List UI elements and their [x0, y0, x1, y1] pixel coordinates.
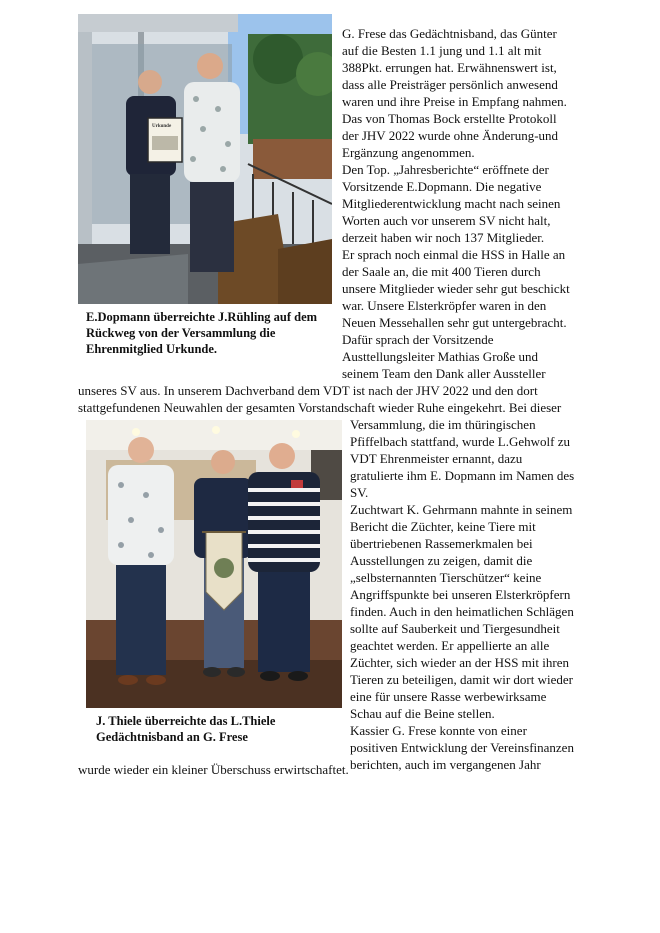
text-line: seinem Team den Dank aller Aussteller — [342, 366, 546, 381]
text-line: Züchter, sich wieder an der HSS mit ihren — [350, 655, 569, 670]
text-line: finden. Auch in den heimatlichen Schlägen — [350, 604, 574, 619]
article-full-width-top — [78, 382, 561, 416]
text-line: unseres SV aus. In unserem Dachverband dem VDT ist nach der JHV 2022 und den dort — [78, 383, 538, 398]
text-line: der JHV 2022 wurde ohne Änderung-und — [342, 128, 559, 143]
text-line: Das von Thomas Bock erstellte Protokoll — [342, 111, 557, 126]
text-line: auf die Besten 1.1 jung und 1.1 alt mit — [342, 43, 542, 58]
text-line: war. Unsere Elsterkröpfer waren in den — [342, 298, 547, 313]
text-line: derzeit haben wir noch 137 Mitglieder. — [342, 230, 545, 245]
text-line: unsere Mitglieder wieder sehr gut beschickt — [342, 281, 570, 296]
text-line: Ausstellungen zu zeigen, damit die — [350, 553, 533, 568]
text-line: „selbsternannten Tierschützer“ keine — [350, 570, 542, 585]
text-line: eine für unsere Rasse werbewirksame — [350, 689, 547, 704]
text-line: Ergänzung angenommen. — [342, 145, 475, 160]
text-line: waren und ihre Preise in Empfang nahmen. — [342, 94, 567, 109]
caption-line: J. Thiele überreichte das L.Thiele — [96, 714, 276, 728]
caption-line: E.Dopmann überreichte J.Rühling auf dem — [86, 310, 318, 324]
caption-line: Gedächtnisband an G. Frese — [96, 730, 248, 744]
text-line: Versammlung, die im thüringischen — [350, 417, 536, 432]
text-line: Vorsitzende E.Dopmann. Die negative — [342, 179, 542, 194]
text-line: Pfiffelbach stattfand, wurde L.Gehwolf zu — [350, 434, 570, 449]
article-full-width-bottom — [78, 761, 349, 778]
text-line: Worten auch vor unserem SV nicht halt, — [342, 213, 551, 228]
article-column-bottom — [350, 416, 574, 773]
photo-caption — [96, 713, 275, 745]
text-line: Den Top. „Jahresberichte“ eröffnete der — [342, 162, 549, 177]
photo-certificate-handover — [78, 14, 332, 304]
text-line: VDT Ehrenmeister ernannt, dazu — [350, 451, 523, 466]
photo-pennant-handover — [86, 420, 342, 708]
article-column-top — [342, 25, 570, 382]
text-line: Dafür sprach der Vorsitzende — [342, 332, 494, 347]
text-line: berichten, auch im vergangenen Jahr — [350, 757, 541, 772]
text-line: Neuen Messehallen sehr gut untergebracht. — [342, 315, 567, 330]
text-line: stattgefundenen Neuwahlen der gesamten Vorstandschaft wieder Ruhe eingekehrt. Bei dieser — [78, 400, 562, 415]
text-line: gratulierte ihm E. Dopmann im Namen des — [350, 468, 575, 483]
text-line: sollte auf Sauberkeit und Tiergesundheit — [350, 621, 560, 636]
text-line: Zuchtwart K. Gehrmann mahnte in seinem — [350, 502, 573, 517]
text-line: Tieren zu beteiligen, damit wir dort wieder — [350, 672, 573, 687]
text-line: SV. — [350, 485, 369, 500]
caption-line: Ehrenmitglied Urkunde. — [86, 342, 218, 356]
text-line: Angriffspunkte bei unseren Elsterkröpfern — [350, 587, 571, 602]
text-line: 388Pkt. errungen hat. Erwähnenswert ist, — [342, 60, 557, 75]
text-line: positiven Entwicklung der Vereinsfinanzen — [350, 740, 574, 755]
text-line: geachtet werden. Er appellierte an alle — [350, 638, 550, 653]
text-line: Bericht die Züchter, keine Tiere mit — [350, 519, 536, 534]
caption-line: Rückweg von der Versammlung die — [86, 326, 276, 340]
text-line: Er sprach noch einmal die HSS in Halle an — [342, 247, 566, 262]
text-line: Kassier G. Frese konnte von einer — [350, 723, 527, 738]
text-line: Schau auf die Beine stellen. — [350, 706, 495, 721]
text-line: übertriebenen Rassemerkmalen bei — [350, 536, 533, 551]
text-line: Mitgliederentwicklung macht nach seinen — [342, 196, 561, 211]
photo-caption — [86, 309, 317, 357]
text-line: der Saale an, die mit 400 Tieren durch — [342, 264, 541, 279]
text-line: wurde wieder ein kleiner Überschuss erwirtschaftet. — [78, 762, 349, 777]
text-line: dass alle Preisträger persönlich anwesend — [342, 77, 558, 92]
certificate-label: Urkunde — [152, 124, 172, 129]
text-line: G. Frese das Gedächtnisband, das Günter — [342, 26, 557, 41]
text-line: Austtellungsleiter Mathias Große und — [342, 349, 539, 364]
